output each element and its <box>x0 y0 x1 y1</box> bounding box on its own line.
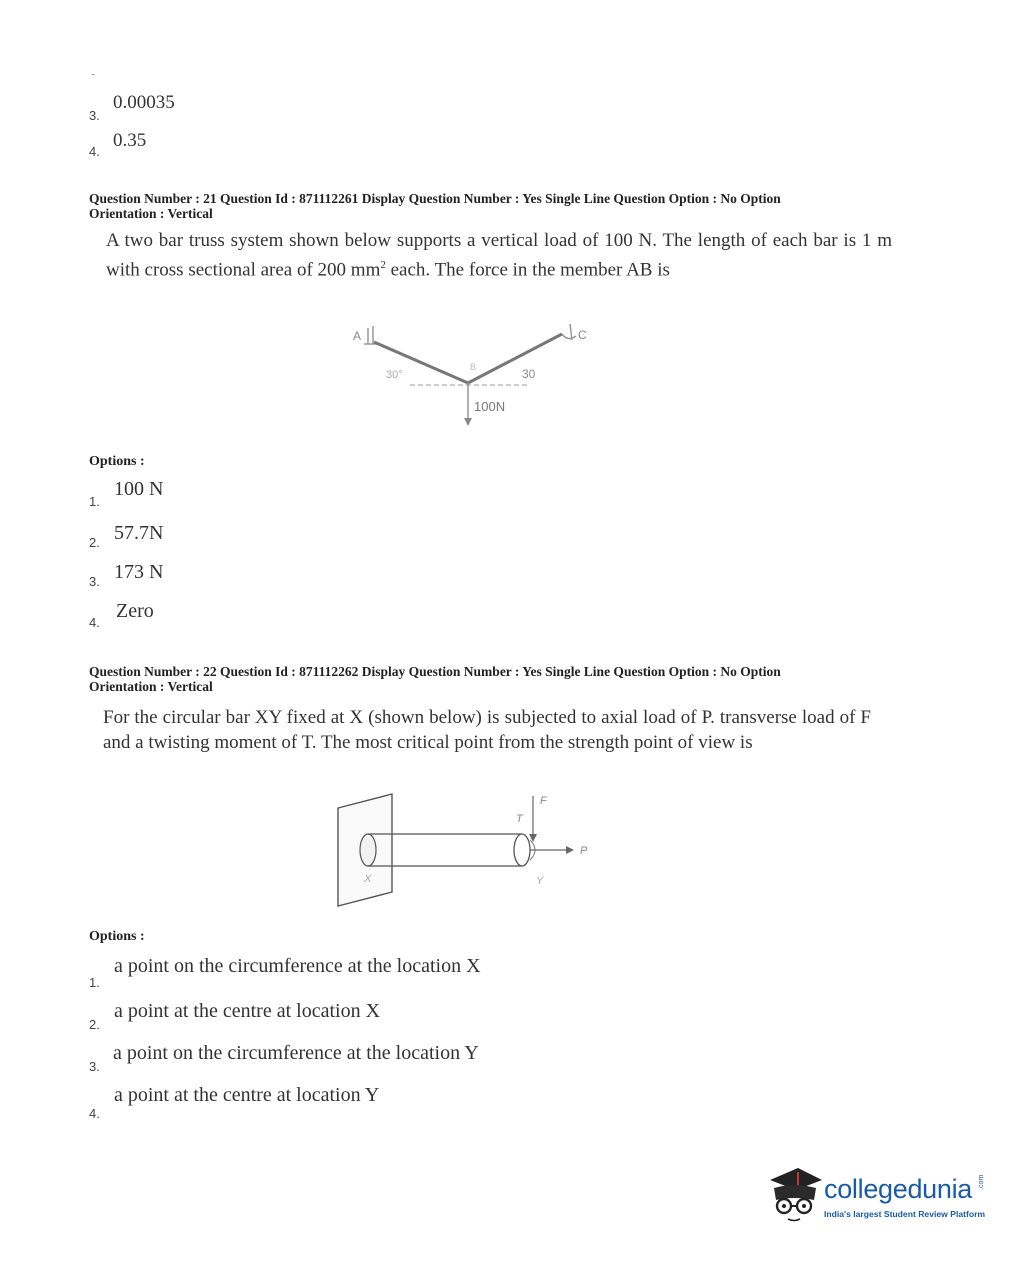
bar-end-x <box>360 834 376 866</box>
scan-mark: - <box>91 66 96 81</box>
q21-meta-line2: Orientation : Vertical <box>89 206 213 221</box>
member-bc <box>468 334 562 383</box>
load-arrow-icon <box>464 418 472 426</box>
truss-label-c: C <box>578 328 587 342</box>
q22-option-number: 1. <box>89 975 100 990</box>
q22-meta-line2: Orientation : Vertical <box>89 679 213 694</box>
q22-option-number: 2. <box>89 1017 100 1032</box>
q22-option-text[interactable]: a point at the centre at location Y <box>114 1084 380 1106</box>
collegedunia-logo[interactable] <box>764 1162 1004 1224</box>
mascot-smile <box>788 1219 800 1221</box>
q21-text-part1: A two bar truss system shown below supports a vertical load of 100 N. The length of each bar is 1 m with cross sectional area of 200 mm <box>106 230 892 281</box>
label-p: P <box>580 845 588 857</box>
q21-option-text[interactable]: 100 N <box>114 478 164 500</box>
q21-question-text <box>106 228 892 282</box>
q21-meta-line1: Question Number : 21 Question Id : 871112261 Display Question Number : Yes Single Line Question Option : No Option <box>89 191 781 206</box>
prev-option-number: 4. <box>89 144 100 159</box>
brand-tagline: India's largest Student Review Platform <box>824 1209 986 1219</box>
q21-option-number: 4. <box>89 615 100 630</box>
q22-meta-line1: Question Number : 22 Question Id : 871112262 Display Question Number : Yes Single Line Question Option : No Option <box>89 664 781 679</box>
mascot-hair <box>774 1185 816 1200</box>
q21-option-text[interactable]: Zero <box>116 600 154 622</box>
eye-left <box>782 1204 786 1208</box>
mascot-icon <box>764 1162 824 1224</box>
prev-option-number: 3. <box>89 108 100 123</box>
q22-option-number: 3. <box>89 1059 100 1074</box>
q21-text-part2: each. The force in the member AB is <box>385 259 670 281</box>
q22-option-text[interactable]: a point at the centre at location X <box>114 1000 381 1022</box>
prev-option-text: 0.35 <box>113 130 147 151</box>
q21-option-number: 1. <box>89 494 100 509</box>
brand-suffix: .com <box>978 1174 985 1190</box>
q22-option-text[interactable]: a point on the circumference at the location X <box>114 955 481 977</box>
truss-label-a: A <box>353 329 362 343</box>
q21-options-heading: Options : <box>89 454 145 469</box>
truss-diagram <box>340 318 600 430</box>
q21-option-text[interactable]: 57.7N <box>114 522 164 544</box>
bar-end-y <box>514 834 530 866</box>
q21-option-number: 2. <box>89 535 100 550</box>
label-y: Y <box>536 875 544 887</box>
q22-question-text: For the circular bar XY fixed at X (shown below) is subjected to axial load of P. transverse load of F and a twisting moment of T. The most critical point from the strength point of view is <box>103 707 871 753</box>
load-label: 100N <box>474 399 506 414</box>
bar-diagram <box>330 788 600 912</box>
q22-option-text[interactable]: a point on the circumference at the location Y <box>113 1042 479 1064</box>
q21-option-text[interactable]: 173 N <box>114 561 164 583</box>
force-p-arrow-icon <box>566 846 574 854</box>
label-t: T <box>516 813 523 825</box>
truss-label-b: B <box>470 362 477 372</box>
label-f: F <box>540 795 547 807</box>
support-c-icon <box>562 324 576 340</box>
q21-option-number: 3. <box>89 574 100 589</box>
angle-right-label: 30 <box>522 367 536 381</box>
eye-right <box>802 1204 806 1208</box>
q22-option-number: 4. <box>89 1106 100 1121</box>
angle-left-label: 30° <box>386 369 403 381</box>
prev-option-text: 0.00035 <box>113 92 175 113</box>
q21-superscript: 2 <box>380 259 386 271</box>
q22-options-heading: Options : <box>89 929 145 944</box>
label-x: X <box>364 873 372 885</box>
q22-meta <box>89 664 869 694</box>
brand-name: collegedunia <box>824 1174 973 1204</box>
q21-meta <box>89 191 869 221</box>
